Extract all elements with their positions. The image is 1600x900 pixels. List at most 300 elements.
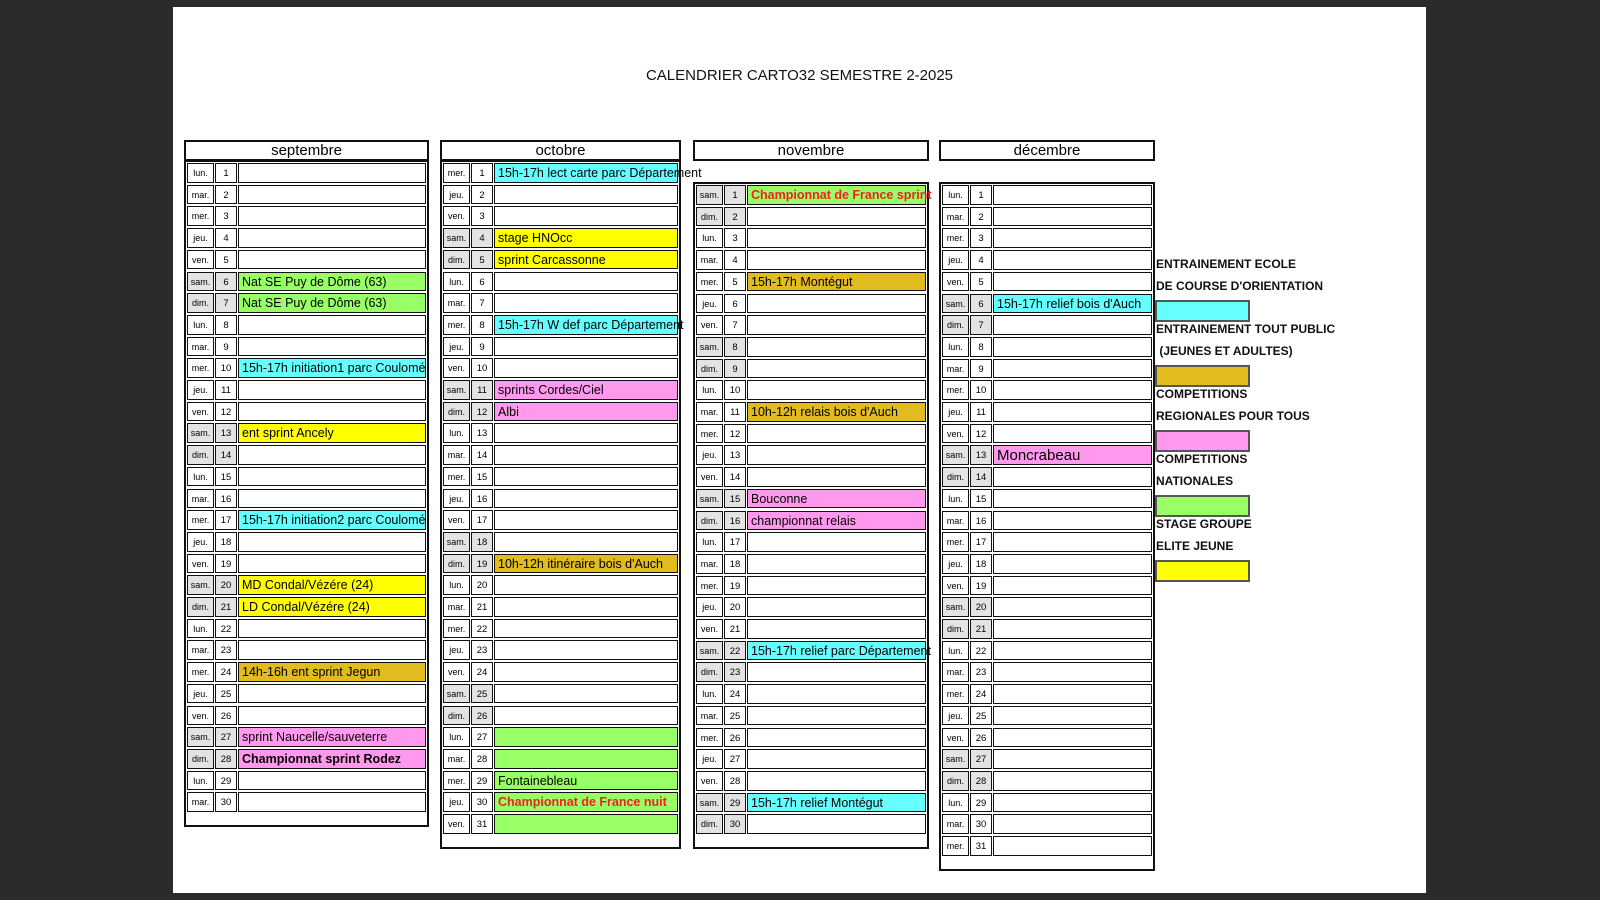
weekday-cell: dim. [187, 597, 214, 617]
day-number-cell: 30 [970, 814, 992, 834]
day-row [442, 574, 679, 596]
legend-national-swatch [1155, 495, 1250, 517]
event-cell [747, 294, 926, 314]
day-row [695, 401, 927, 423]
event-cell [494, 532, 678, 552]
weekday-cell: dim. [443, 250, 470, 270]
event-cell [993, 402, 1152, 422]
event-cell [993, 337, 1152, 357]
event-cell [993, 619, 1152, 639]
weekday-cell: mar. [942, 662, 969, 682]
weekday-cell: lun. [187, 467, 214, 487]
day-number-cell: 20 [970, 597, 992, 617]
day-row [695, 249, 927, 271]
event-cell [494, 445, 678, 465]
weekday-cell: dim. [187, 445, 214, 465]
weekday-cell: mar. [187, 640, 214, 660]
weekday-cell: mer. [942, 684, 969, 704]
day-row [695, 748, 927, 770]
weekday-cell: jeu. [942, 706, 969, 726]
day-number-cell: 4 [471, 228, 493, 248]
day-row [941, 596, 1153, 618]
day-number-cell: 18 [724, 554, 746, 574]
weekday-cell: dim. [187, 749, 214, 769]
day-row [941, 661, 1153, 683]
day-number-cell: 24 [970, 684, 992, 704]
weekday-cell: sam. [187, 575, 214, 595]
day-row [442, 205, 679, 227]
day-row [695, 488, 927, 510]
weekday-cell: mer. [443, 771, 470, 791]
event-cell: Moncrabeau [993, 445, 1152, 465]
event-cell [747, 619, 926, 639]
day-row [186, 227, 427, 249]
event-cell: 15h-17h relief bois d'Auch [993, 294, 1152, 314]
event-cell [238, 684, 426, 704]
weekday-cell: lun. [696, 532, 723, 552]
day-number-cell: 30 [724, 814, 746, 834]
day-row [442, 661, 679, 683]
event-cell [238, 185, 426, 205]
event-cell [494, 206, 678, 226]
weekday-cell: dim. [443, 402, 470, 422]
day-number-cell: 16 [724, 511, 746, 531]
event-cell [494, 575, 678, 595]
event-cell [993, 424, 1152, 444]
event-cell: sprint Carcassonne [494, 250, 678, 270]
day-row [186, 574, 427, 596]
day-row [186, 249, 427, 271]
weekday-cell: mar. [942, 814, 969, 834]
event-cell [747, 728, 926, 748]
weekday-cell: jeu. [187, 380, 214, 400]
day-number-cell: 7 [215, 293, 237, 313]
event-cell [993, 597, 1152, 617]
day-number-cell: 2 [724, 207, 746, 227]
day-number-cell: 14 [215, 445, 237, 465]
day-number-cell: 4 [970, 250, 992, 270]
event-cell [494, 293, 678, 313]
day-number-cell: 8 [215, 315, 237, 335]
event-cell [993, 554, 1152, 574]
day-row [186, 336, 427, 358]
weekday-cell: dim. [942, 315, 969, 335]
day-row [442, 748, 679, 770]
day-number-cell: 8 [970, 337, 992, 357]
day-number-cell: 22 [471, 619, 493, 639]
day-row [442, 422, 679, 444]
month-header: décembre [939, 140, 1155, 161]
event-cell: 10h-12h relais bois d'Auch [747, 402, 926, 422]
weekday-cell: jeu. [696, 294, 723, 314]
day-row [186, 791, 427, 813]
day-row [695, 553, 927, 575]
event-cell [747, 771, 926, 791]
weekday-cell: ven. [443, 662, 470, 682]
event-cell [747, 380, 926, 400]
weekday-cell: sam. [443, 228, 470, 248]
weekday-cell: lun. [696, 228, 723, 248]
calendar-sheet [173, 7, 1426, 893]
day-row [442, 444, 679, 466]
weekday-cell: dim. [696, 359, 723, 379]
day-number-cell: 19 [724, 576, 746, 596]
legend-national-line2: NATIONALES [1156, 474, 1234, 488]
event-cell: championnat relais [747, 511, 926, 531]
day-row [442, 705, 679, 727]
event-cell [993, 511, 1152, 531]
weekday-cell: sam. [942, 749, 969, 769]
day-number-cell: 5 [724, 272, 746, 292]
event-cell [238, 163, 426, 183]
day-number-cell: 9 [970, 359, 992, 379]
weekday-cell: dim. [443, 706, 470, 726]
day-number-cell: 15 [471, 467, 493, 487]
day-number-cell: 21 [215, 597, 237, 617]
weekday-cell: ven. [443, 358, 470, 378]
weekday-cell: mar. [942, 511, 969, 531]
day-row [186, 661, 427, 683]
day-row [186, 466, 427, 488]
weekday-cell: dim. [942, 619, 969, 639]
event-cell [993, 250, 1152, 270]
weekday-cell: jeu. [187, 684, 214, 704]
day-row [695, 596, 927, 618]
weekday-cell: lun. [942, 185, 969, 205]
weekday-cell: lun. [942, 489, 969, 509]
weekday-cell: dim. [942, 467, 969, 487]
day-number-cell: 27 [471, 727, 493, 747]
weekday-cell: sam. [187, 423, 214, 443]
month-header: novembre [693, 140, 929, 161]
weekday-cell: mer. [696, 424, 723, 444]
event-cell [238, 489, 426, 509]
weekday-cell: sam. [942, 445, 969, 465]
day-row [941, 466, 1153, 488]
day-row [186, 748, 427, 770]
weekday-cell: lun. [942, 793, 969, 813]
event-cell [993, 359, 1152, 379]
weekday-cell: mer. [187, 358, 214, 378]
event-cell [494, 510, 678, 530]
day-number-cell: 12 [215, 402, 237, 422]
weekday-cell: lun. [696, 684, 723, 704]
day-number-cell: 28 [724, 771, 746, 791]
day-row [442, 683, 679, 705]
day-number-cell: 29 [724, 793, 746, 813]
day-number-cell: 25 [724, 706, 746, 726]
event-cell [993, 532, 1152, 552]
day-row [941, 813, 1153, 835]
day-row [186, 205, 427, 227]
day-row [695, 379, 927, 401]
day-number-cell: 12 [724, 424, 746, 444]
day-number-cell: 18 [471, 532, 493, 552]
event-cell: Championnat sprint Rodez [238, 749, 426, 769]
month-days-table [939, 182, 1155, 871]
day-row [186, 292, 427, 314]
day-number-cell: 28 [215, 749, 237, 769]
day-row [695, 293, 927, 315]
weekday-cell: mer. [443, 467, 470, 487]
day-row [941, 293, 1153, 315]
day-row [442, 813, 679, 835]
weekday-cell: mar. [696, 250, 723, 270]
day-number-cell: 18 [215, 532, 237, 552]
event-cell: 15h-17h Montégut [747, 272, 926, 292]
weekday-cell: sam. [696, 793, 723, 813]
weekday-cell: mar. [443, 445, 470, 465]
weekday-cell: lun. [443, 575, 470, 595]
day-row [695, 314, 927, 336]
day-number-cell: 8 [724, 337, 746, 357]
day-row [442, 249, 679, 271]
day-number-cell: 11 [970, 402, 992, 422]
event-cell [747, 749, 926, 769]
event-cell [238, 467, 426, 487]
weekday-cell: dim. [443, 554, 470, 574]
day-number-cell: 19 [471, 554, 493, 574]
day-row [941, 336, 1153, 358]
event-cell [494, 640, 678, 660]
event-cell [494, 467, 678, 487]
day-row [695, 683, 927, 705]
day-row [695, 813, 927, 835]
month-days-table [693, 182, 932, 849]
day-number-cell: 21 [724, 619, 746, 639]
day-number-cell: 11 [724, 402, 746, 422]
event-cell [747, 662, 926, 682]
weekday-cell: jeu. [696, 597, 723, 617]
event-cell: 10h-12h itinéraire bois d'Auch [494, 554, 678, 574]
weekday-cell: sam. [443, 380, 470, 400]
day-row [442, 379, 679, 401]
day-number-cell: 6 [724, 294, 746, 314]
event-cell [238, 402, 426, 422]
day-number-cell: 7 [724, 315, 746, 335]
weekday-cell: mer. [187, 510, 214, 530]
weekday-cell: jeu. [187, 532, 214, 552]
day-number-cell: 23 [215, 640, 237, 660]
weekday-cell: mar. [187, 489, 214, 509]
day-number-cell: 10 [970, 380, 992, 400]
day-number-cell: 25 [215, 684, 237, 704]
day-number-cell: 22 [970, 641, 992, 661]
day-number-cell: 17 [970, 532, 992, 552]
day-number-cell: 7 [970, 315, 992, 335]
event-cell [747, 207, 926, 227]
day-number-cell: 19 [970, 576, 992, 596]
event-cell: Championnat de France sprint [747, 185, 926, 205]
event-cell: ent sprint Ancely [238, 423, 426, 443]
day-number-cell: 29 [970, 793, 992, 813]
event-cell [993, 706, 1152, 726]
day-row [941, 401, 1153, 423]
weekday-cell: sam. [942, 597, 969, 617]
day-number-cell: 10 [215, 358, 237, 378]
day-row [442, 531, 679, 553]
weekday-cell: sam. [696, 489, 723, 509]
day-row [186, 401, 427, 423]
day-row [941, 206, 1153, 228]
weekday-cell: jeu. [696, 749, 723, 769]
event-cell [238, 228, 426, 248]
weekday-cell: lun. [187, 163, 214, 183]
day-row [442, 336, 679, 358]
day-number-cell: 16 [970, 511, 992, 531]
day-number-cell: 10 [471, 358, 493, 378]
month-header: septembre [184, 140, 429, 161]
event-cell [238, 315, 426, 335]
day-number-cell: 26 [471, 706, 493, 726]
weekday-cell: jeu. [942, 402, 969, 422]
legend-public-line2: (JEUNES ET ADULTES) [1156, 344, 1293, 358]
weekday-cell: jeu. [443, 489, 470, 509]
event-cell [494, 749, 678, 769]
legend-elite-line2: ELITE JEUNE [1156, 539, 1234, 553]
day-number-cell: 17 [724, 532, 746, 552]
day-row [186, 509, 427, 531]
day-number-cell: 28 [970, 771, 992, 791]
weekday-cell: lun. [443, 272, 470, 292]
weekday-cell: mar. [696, 554, 723, 574]
event-cell: Bouconne [747, 489, 926, 509]
day-row [695, 227, 927, 249]
event-cell [747, 706, 926, 726]
day-row [186, 184, 427, 206]
day-row [695, 661, 927, 683]
event-cell: sprints Cordes/Ciel [494, 380, 678, 400]
day-number-cell: 20 [215, 575, 237, 595]
event-cell [238, 554, 426, 574]
day-number-cell: 21 [471, 597, 493, 617]
day-row [941, 423, 1153, 445]
day-number-cell: 2 [471, 185, 493, 205]
day-row [442, 770, 679, 792]
day-row [442, 184, 679, 206]
day-row [941, 444, 1153, 466]
event-cell: sprint Naucelle/sauveterre [238, 727, 426, 747]
event-cell: 14h-16h ent sprint Jegun [238, 662, 426, 682]
event-cell [747, 597, 926, 617]
day-number-cell: 14 [724, 467, 746, 487]
day-row [941, 727, 1153, 749]
weekday-cell: dim. [696, 511, 723, 531]
weekday-cell: lun. [696, 380, 723, 400]
event-cell [747, 576, 926, 596]
weekday-cell: sam. [443, 532, 470, 552]
event-cell [993, 272, 1152, 292]
weekday-cell: sam. [443, 684, 470, 704]
day-row [695, 618, 927, 640]
weekday-cell: mer. [942, 836, 969, 856]
month-days-table [440, 160, 702, 849]
day-number-cell: 18 [970, 554, 992, 574]
day-row [695, 640, 931, 662]
day-row [941, 705, 1153, 727]
day-row [941, 683, 1153, 705]
event-cell [993, 771, 1152, 791]
event-cell: MD Condal/Vézére (24) [238, 575, 426, 595]
weekday-cell: mar. [187, 792, 214, 812]
day-row [186, 531, 427, 553]
day-row [442, 271, 679, 293]
event-cell: Nat SE Puy de Dôme (63) [238, 293, 426, 313]
day-number-cell: 23 [471, 640, 493, 660]
weekday-cell: mar. [187, 185, 214, 205]
weekday-cell: lun. [187, 315, 214, 335]
day-row [442, 162, 702, 184]
legend-elite-line1: STAGE GROUPE [1156, 517, 1252, 531]
day-row [186, 726, 427, 748]
day-number-cell: 5 [215, 250, 237, 270]
event-cell [993, 836, 1152, 856]
day-number-cell: 26 [970, 728, 992, 748]
day-number-cell: 3 [471, 206, 493, 226]
day-number-cell: 15 [215, 467, 237, 487]
day-row [941, 510, 1153, 532]
event-cell [747, 315, 926, 335]
weekday-cell: jeu. [443, 185, 470, 205]
day-number-cell: 23 [724, 662, 746, 682]
weekday-cell: lun. [942, 641, 969, 661]
day-row [695, 531, 927, 553]
weekday-cell: sam. [696, 185, 723, 205]
day-number-cell: 31 [970, 836, 992, 856]
event-cell [238, 640, 426, 660]
weekday-cell: mer. [942, 532, 969, 552]
event-cell [494, 597, 678, 617]
event-cell [238, 792, 426, 812]
event-cell [993, 814, 1152, 834]
day-number-cell: 27 [970, 749, 992, 769]
day-row [442, 726, 679, 748]
day-number-cell: 7 [471, 293, 493, 313]
weekday-cell: mar. [696, 402, 723, 422]
month-header: octobre [440, 140, 681, 161]
event-cell [238, 337, 426, 357]
page-title: CALENDRIER CARTO32 SEMESTRE 2-2025 [645, 67, 954, 84]
event-cell: LD Condal/Vézére (24) [238, 597, 426, 617]
day-number-cell: 30 [471, 792, 493, 812]
day-number-cell: 28 [471, 749, 493, 769]
legend-regional-line2: REGIONALES POUR TOUS [1156, 409, 1310, 423]
event-cell [993, 793, 1152, 813]
day-row [186, 422, 427, 444]
weekday-cell: ven. [942, 576, 969, 596]
day-number-cell: 27 [724, 749, 746, 769]
event-cell [747, 228, 926, 248]
event-cell [494, 684, 678, 704]
event-cell [993, 641, 1152, 661]
weekday-cell: jeu. [942, 554, 969, 574]
weekday-cell: mer. [187, 662, 214, 682]
event-cell [238, 771, 426, 791]
day-row [442, 596, 679, 618]
day-number-cell: 9 [471, 337, 493, 357]
legend-elite-swatch [1155, 560, 1250, 582]
day-number-cell: 6 [471, 272, 493, 292]
event-cell [747, 337, 926, 357]
day-number-cell: 8 [471, 315, 493, 335]
day-number-cell: 22 [215, 619, 237, 639]
day-number-cell: 24 [471, 662, 493, 682]
event-cell [747, 684, 926, 704]
day-row [941, 770, 1153, 792]
weekday-cell: jeu. [443, 792, 470, 812]
day-number-cell: 2 [215, 185, 237, 205]
day-row [442, 488, 679, 510]
